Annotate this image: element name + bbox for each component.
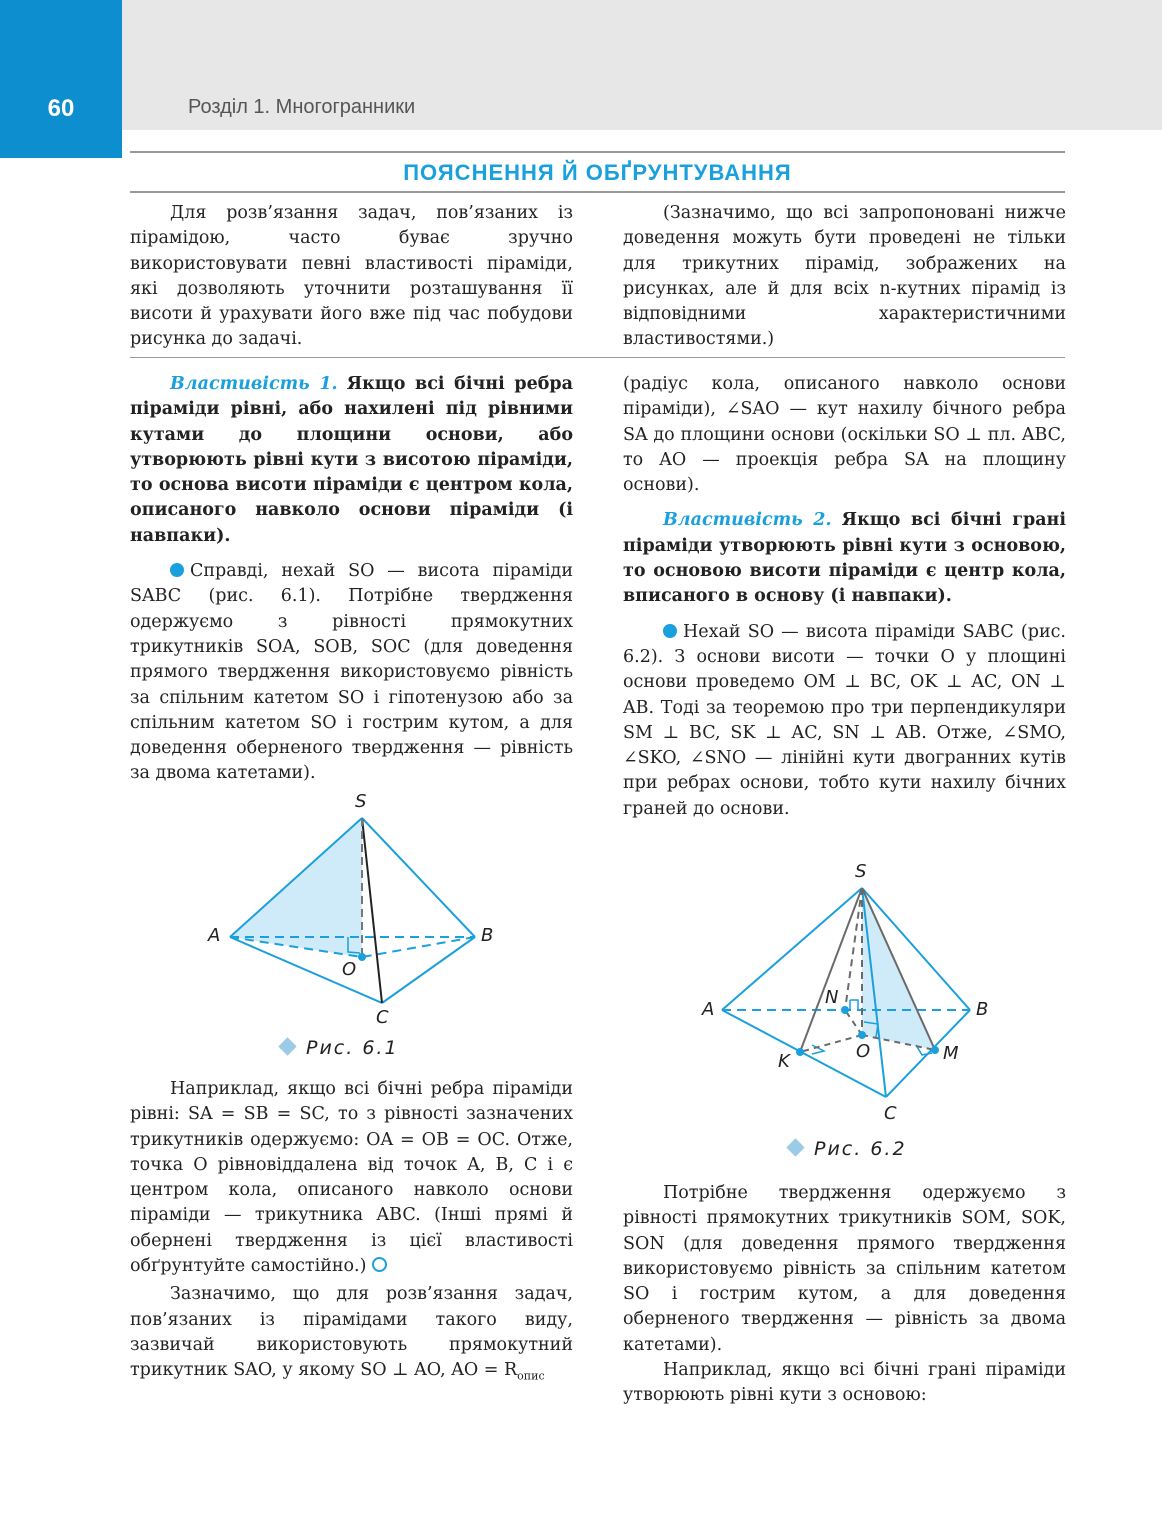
- fig2-label-m: M: [943, 1043, 959, 1064]
- section-title: ПОЯСНЕННЯ Й ОБҐРУНТУВАННЯ: [403, 160, 792, 185]
- proof-2-marker-icon: [663, 624, 677, 638]
- proof-2-text: Нехай SO — висота піраміди SABC (рис. 6.2). З основи висоти — точки O у площині основи проведемо OM ⊥ BC, OK ⊥ AC, ON ⊥ AB. Тоді за теоремою про три перпендикуляри SM ⊥ BC, SK ⊥ AC, SN ⊥ AB. Отже, ∠SMO, ∠SKO, ∠SNO — лінійні кути двогранних кутів при ребрах основи, тобто кути нахилу бічних граней до основи.: [623, 621, 1066, 819]
- fig2-point-k: [796, 1048, 804, 1056]
- intro-right: [623, 201, 1066, 353]
- header-bar: [0, 0, 1162, 130]
- fig2-apothem-sk: [800, 888, 862, 1052]
- after-figure-text: Потрібне твердження одержуємо з рівності прямокутних трикутників SOM, SOK, SON (для доведення прямого твердження використовуємо рівність за спільним катетом SO і гострим кутом, а для доведення оберненого твердження — рівність за двома катетами).: [623, 1183, 1066, 1355]
- fig1-edge-sb: [362, 818, 475, 937]
- example-2: Наприклад, якщо всі бічні грані піраміди утворюють рівні кути з основою:: [623, 1360, 1066, 1406]
- example-1: [130, 1077, 573, 1279]
- fig1-point-o: [358, 953, 366, 961]
- proof-start-marker-icon: [170, 563, 184, 577]
- figure-6-1-caption: [281, 1037, 399, 1059]
- fig1-label-s: S: [355, 791, 367, 812]
- fig1-label-a: A: [208, 925, 221, 946]
- page-number: 60: [47, 95, 75, 122]
- example-1-text: Наприклад, якщо всі бічні ребра піраміди рівні: SA = SB = SC, то з рівності зазначених трикутників одержуємо: OA = OB = OC. Отже, точка O рівновіддалена від точок A, B, C і є центром кола, описаного навколо основи піраміди — трикутника ABC. (Інші прямі й обернені твердження із цієї властивості обґрунтуйте самостійно.): [130, 1079, 573, 1277]
- intro-left-text: Для розв’язання задач, пов’язаних із пірамідою, часто буває зручно використовувати певні властивості піраміди, які дозволяють уточнити розташування її висоти й урахувати його вже під час побудови рисунка до задачі.: [130, 203, 573, 350]
- intro-right-text: (Зазначимо, що всі запропоновані нижче доведення можуть бути проведені не тільки для трикутних пірамід, зображених на рисунках, але й для всіх n-кутних пірамід із відповідними характеристичними властивостями.): [623, 203, 1066, 350]
- fig2-label-n: N: [825, 987, 839, 1008]
- fig2-apothem-sn: [845, 888, 862, 1010]
- fig2-edge-sa: [722, 888, 862, 1010]
- property-1: [130, 372, 573, 549]
- fig1-edge-bc: [382, 937, 475, 1003]
- right-column-top: [623, 372, 1066, 822]
- fig2-segment-on: [845, 1010, 862, 1035]
- fig1-label-b: B: [481, 925, 494, 946]
- property-2-label: Властивість 2.: [663, 510, 832, 531]
- caption-diamond-icon: [786, 1138, 804, 1156]
- fig1-segment-bo: [362, 937, 475, 957]
- fig2-label-k: K: [778, 1051, 790, 1072]
- left-column-top: [130, 372, 573, 787]
- fig2-point-n: [841, 1006, 849, 1014]
- proof-2: [623, 620, 1066, 822]
- fig2-point-m: [931, 1046, 939, 1054]
- property-1-text: Якщо всі бічні ребра піраміди рівні, або нахилені під рівними кутами до площини основи, або утворюють рівні кути з висотою піраміди, то основа висоти піраміди є центром кола, описаного навколо основи піраміди (і навпаки).: [130, 374, 573, 546]
- proof-end-marker-icon: [372, 1257, 387, 1272]
- note-subscript: опис: [517, 1369, 545, 1383]
- fig2-label-s: S: [855, 861, 867, 882]
- right-column-bottom: [623, 1181, 1066, 1409]
- fig2-label-a: A: [702, 999, 715, 1020]
- left-column-bottom: [130, 1077, 573, 1389]
- fig1-caption-text: Рис. 6.1: [306, 1037, 399, 1059]
- fig1-edge-sc: [362, 818, 382, 1003]
- proof-1: [130, 559, 573, 787]
- fig2-label-c: C: [884, 1103, 897, 1124]
- intro-left: [130, 201, 573, 353]
- intro-divider: [130, 357, 1065, 358]
- proof-1-text: Справді, нехай SO — висота піраміди SABC (рис. 6.1). Потрібне твердження одержуємо з рівності прямокутних трикутників SOA, SOB, SOC (для доведення прямого твердження використовуємо рівність за спільним катетом SO і гіпотенузою або за спільним катетом SO і гострим кутом, а для доведення оберненого твердження — рівність за двома катетами).: [130, 561, 573, 784]
- property-2: [623, 508, 1066, 609]
- chapter-title: Розділ 1. Многогранники: [188, 96, 416, 118]
- fig2-point-o: [858, 1031, 866, 1039]
- fig2-label-o: O: [856, 1041, 871, 1062]
- note: [130, 1282, 573, 1389]
- property-2-text: Якщо всі бічні грані піраміди утворюють рівні кути з основою, то основою висоти піраміди є центр кола, вписаного в основу (і навпаки).: [623, 510, 1066, 607]
- caption-diamond-icon: [278, 1037, 296, 1055]
- fig2-label-b: B: [976, 999, 989, 1020]
- figure-6-2-caption: [789, 1138, 907, 1160]
- fig2-caption-text: Рис. 6.2: [814, 1138, 907, 1160]
- section-top-rule: [130, 151, 1065, 153]
- page-number-tab: [0, 0, 122, 158]
- fig1-label-c: C: [376, 1007, 389, 1028]
- note-text: Зазначимо, що для розв’язання задач, пов’язаних із пірамідами такого виду, зазвичай використовують прямокутний трикутник SAO, у якому SO ⊥ AO, AO = R: [130, 1284, 573, 1381]
- figure-6-2: [690, 855, 1020, 1130]
- fig2-segment-ok: [800, 1035, 862, 1052]
- figure-6-1: [200, 785, 520, 1035]
- section-bottom-rule: [130, 191, 1065, 193]
- property-1-label: Властивість 1.: [170, 374, 338, 394]
- continuation: (радіус кола, описаного навколо основи піраміди), ∠SAO — кут нахилу бічного ребра SA до площини основи (оскільки SO ⊥ пл. ABC, то AO — проекція ребра SA на площину основи).: [623, 374, 1066, 496]
- fig1-label-o: O: [342, 959, 357, 980]
- fig2-angle-n-mark: [850, 1000, 858, 1010]
